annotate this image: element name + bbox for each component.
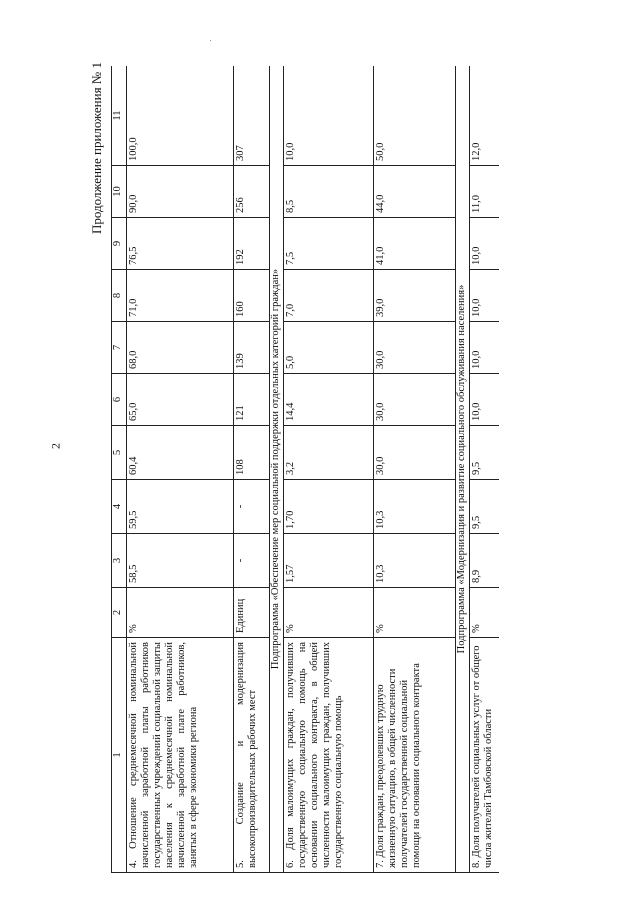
- value-cell: 9,5: [470, 426, 500, 480]
- value-cell: 71,0: [127, 270, 234, 322]
- header-cell: 1: [112, 638, 127, 873]
- value-cell: 10,0: [284, 66, 374, 166]
- value-cell: 14,4: [284, 374, 374, 426]
- value-cell: 9,5: [470, 480, 500, 534]
- value-cell: 1,70: [284, 480, 374, 534]
- value-cell: -: [234, 534, 270, 588]
- value-cell: 30,0: [374, 322, 456, 374]
- table-row: [284, 66, 374, 873]
- page-number: 2: [48, 443, 63, 449]
- header-cell: 3: [112, 534, 127, 588]
- unit-cell: %: [284, 588, 374, 638]
- value-cell: 68,0: [127, 322, 234, 374]
- indicator-name: 6. Доля малоимущих граждан, получивших государственную социальную помощь на основании социального контракта, в общей численности малоимущих граждан, получивших государственную социальную помощь: [284, 638, 374, 873]
- value-cell: 10,0: [470, 218, 500, 270]
- value-cell: 7,5: [284, 218, 374, 270]
- rotated-table-container: [111, 66, 499, 873]
- value-cell: 5,0: [284, 322, 374, 374]
- subprogram-row: [270, 66, 284, 873]
- table-row: [374, 66, 456, 873]
- value-cell: 44,0: [374, 166, 456, 218]
- value-cell: 10,0: [470, 322, 500, 374]
- scan-speck: [210, 40, 211, 41]
- unit-cell: Единиц: [234, 588, 270, 638]
- value-cell: 307: [234, 66, 270, 166]
- value-cell: 121: [234, 374, 270, 426]
- value-cell: 160: [234, 270, 270, 322]
- value-cell: 12,0: [470, 66, 500, 166]
- value-cell: 76,5: [127, 218, 234, 270]
- value-cell: 1,57: [284, 534, 374, 588]
- unit-cell: %: [127, 588, 234, 638]
- value-cell: 11,0: [470, 166, 500, 218]
- indicator-name: 8. Доля получателей социальных услуг от общего числа жителей Тамбовской области: [470, 638, 500, 873]
- indicator-table-frame: [111, 66, 499, 873]
- unit-cell: %: [470, 588, 500, 638]
- header-cell: 8: [112, 270, 127, 322]
- subprogram-title: Подпрограмма «Модернизация и развитие социального обслуживания населения»: [456, 66, 470, 873]
- header-cell: 6: [112, 374, 127, 426]
- subprogram-row: [456, 66, 470, 873]
- value-cell: 8,5: [284, 166, 374, 218]
- value-cell: 139: [234, 322, 270, 374]
- table-row: [470, 66, 500, 873]
- value-cell: 10,3: [374, 534, 456, 588]
- value-cell: 3,2: [284, 426, 374, 480]
- subprogram-title: Подпрограмма «Обеспечение мер социальной поддержки отдельных категорий граждан»: [270, 66, 284, 873]
- value-cell: -: [234, 480, 270, 534]
- header-cell: 7: [112, 322, 127, 374]
- value-cell: 30,0: [374, 426, 456, 480]
- indicator-name: 4. Отношение среднемесячной номинальной начисленной заработной платы работников государственных учреждений социальной защиты населения к среднемесячной номинальной начисленной заработной плате работников, занятых в сфере экономики региона: [127, 638, 234, 873]
- value-cell: 10,3: [374, 480, 456, 534]
- header-cell: 10: [112, 166, 127, 218]
- value-cell: 192: [234, 218, 270, 270]
- continuation-title: Продолжение приложения № 1: [89, 62, 104, 234]
- header-cell: 2: [112, 588, 127, 638]
- header-cell: 5: [112, 426, 127, 480]
- value-cell: 39,0: [374, 270, 456, 322]
- value-cell: 7,0: [284, 270, 374, 322]
- value-cell: 10,0: [470, 374, 500, 426]
- header-cell: 11: [112, 66, 127, 166]
- value-cell: 10,0: [470, 270, 500, 322]
- table-row: [234, 66, 270, 873]
- value-cell: 65,0: [127, 374, 234, 426]
- value-cell: 8,9: [470, 534, 500, 588]
- table-row: [127, 66, 234, 873]
- value-cell: 58,5: [127, 534, 234, 588]
- indicator-name: 5. Создание и модернизация высокопроизводительных рабочих мест: [234, 638, 270, 873]
- indicator-table: [111, 66, 499, 873]
- value-cell: 59,5: [127, 480, 234, 534]
- value-cell: 50,0: [374, 66, 456, 166]
- value-cell: 30,0: [374, 374, 456, 426]
- value-cell: 108: [234, 426, 270, 480]
- value-cell: 100,0: [127, 66, 234, 166]
- header-cell: 4: [112, 480, 127, 534]
- value-cell: 256: [234, 166, 270, 218]
- unit-cell: %: [374, 588, 456, 638]
- header-row: [112, 66, 127, 873]
- value-cell: 90,0: [127, 166, 234, 218]
- indicator-name: 7. Доля граждан, преодолевших трудную жизненную ситуацию, в общей численности получателей государственной социальной помощи на основании социального контракта: [374, 638, 456, 873]
- value-cell: 41,0: [374, 218, 456, 270]
- header-cell: 9: [112, 218, 127, 270]
- value-cell: 60,4: [127, 426, 234, 480]
